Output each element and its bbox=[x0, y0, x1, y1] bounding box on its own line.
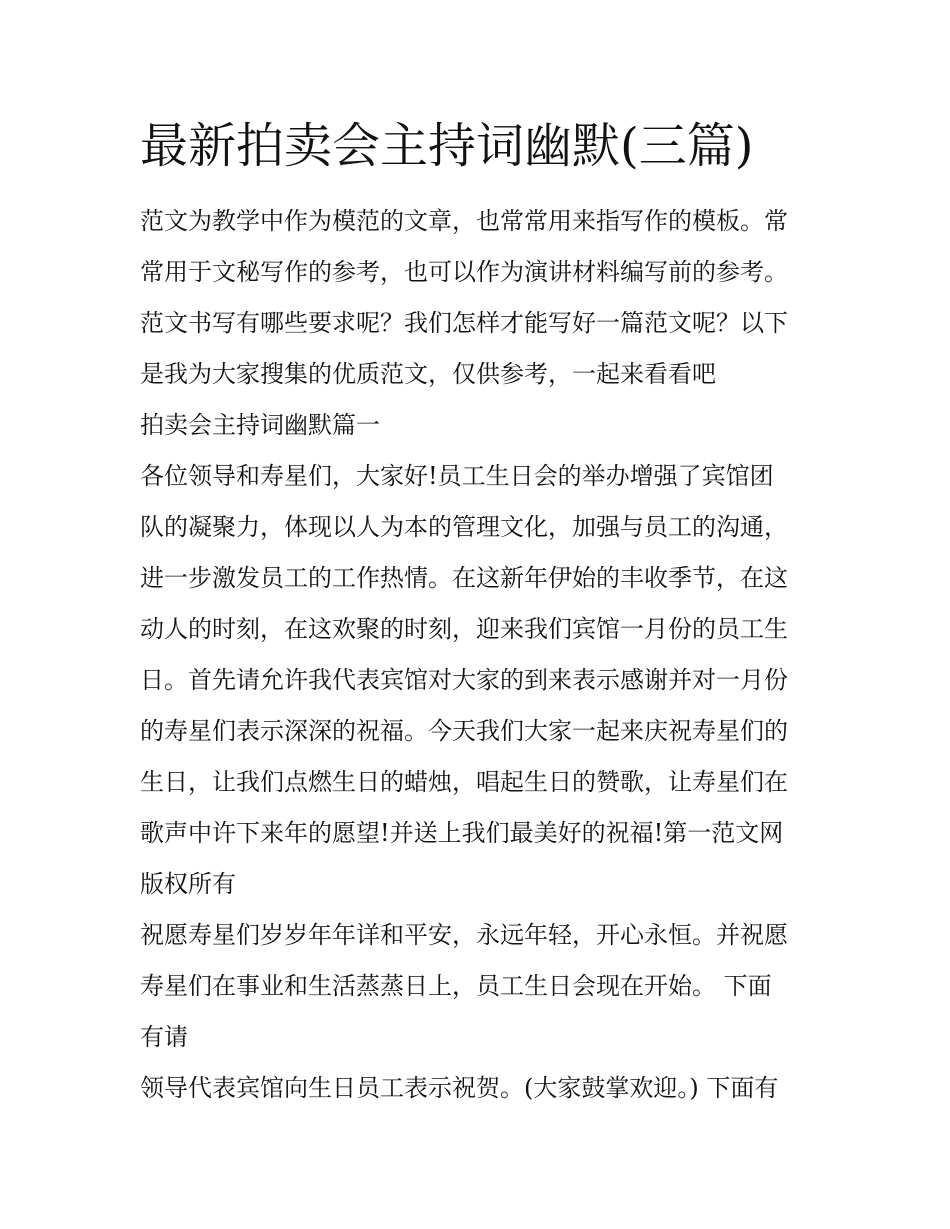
paragraph-line: 队的凝聚力，体现以人为本的管理文化，加强与员工的沟通， bbox=[140, 513, 788, 541]
paragraph-line: 歌声中许下来年的愿望!并送上我们最美好的祝福!第一范文网 bbox=[140, 819, 784, 847]
section-heading: 拍卖会主持词幽默篇一 bbox=[140, 411, 380, 439]
document-title: 最新拍卖会主持词幽默(三篇) bbox=[140, 118, 754, 174]
paragraph-line: 日。首先请允许我代表宾馆对大家的到来表示感谢并对一月份 bbox=[140, 666, 788, 694]
paragraph-line: 动人的时刻，在这欢聚的时刻，迎来我们宾馆一月份的员工生 bbox=[140, 615, 788, 643]
paragraph-line: 是我为大家搜集的优质范文，仅供参考，一起来看看吧 bbox=[140, 360, 716, 388]
paragraph-line: 祝愿寿星们岁岁年年详和平安，永远年轻，开心永恒。并祝愿 bbox=[140, 921, 788, 949]
paragraph-line: 版权所有 bbox=[140, 870, 236, 898]
paragraph-line: 领导代表宾馆向生日员工表示祝贺。(大家鼓掌欢迎。) 下面有 bbox=[140, 1074, 779, 1102]
paragraph-line: 生日，让我们点燃生日的蜡烛，唱起生日的赞歌，让寿星们在 bbox=[140, 768, 788, 796]
document-body bbox=[140, 196, 814, 1114]
paragraph-line: 的寿星们表示深深的祝福。今天我们大家一起来庆祝寿星们的 bbox=[140, 717, 788, 745]
paragraph-line: 有请 bbox=[140, 1023, 188, 1051]
paragraph-line: 范文书写有哪些要求呢？我们怎样才能写好一篇范文呢？以下 bbox=[140, 309, 788, 337]
paragraph-line: 寿星们在事业和生活蒸蒸日上，员工生日会现在开始。 下面 bbox=[140, 972, 772, 1000]
paragraph-line: 范文为教学中作为模范的文章，也常常用来指写作的模板。常 bbox=[140, 207, 788, 235]
paragraph-line: 常用于文秘写作的参考，也可以作为演讲材料编写前的参考。 bbox=[140, 258, 788, 286]
paragraph-line: 进一步激发员工的工作热情。在这新年伊始的丰收季节，在这 bbox=[140, 564, 788, 592]
paragraph-line: 各位领导和寿星们，大家好!员工生日会的举办增强了宾馆团 bbox=[140, 462, 774, 490]
